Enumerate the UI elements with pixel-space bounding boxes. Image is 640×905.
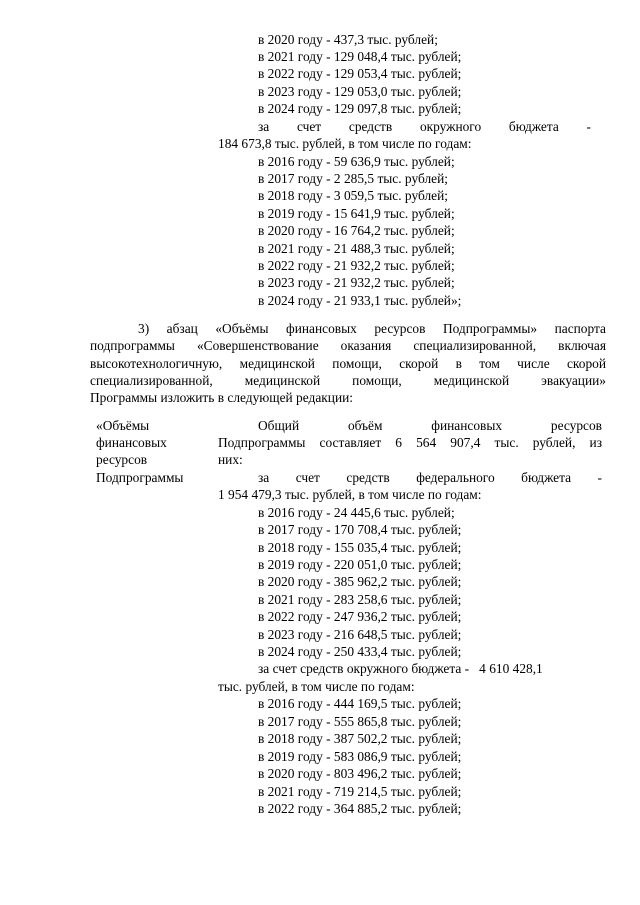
table-federal-year-line: в 2018 году - 155 035,4 тыс. рублей; [258,540,462,555]
federal-year-line: в 2023 году - 129 053,0 тыс. рублей; [258,84,462,99]
table-federal-year-line: в 2016 году - 24 445,6 тыс. рублей; [258,505,455,520]
table-federal-year-line: в 2022 году - 247 936,2 тыс. рублей; [258,609,462,624]
district-year-line: в 2016 году - 59 636,9 тыс. рублей; [258,154,455,169]
table-label-line: ресурсов [96,452,148,467]
table-district-year-line: в 2021 году - 719 214,5 тыс. рублей; [258,784,462,799]
paragraph-3-line: подпрограммы «Совершенствование оказания специализированной, включая [90,338,606,353]
table-district-year-line: в 2020 году - 803 496,2 тыс. рублей; [258,766,462,781]
table-district-year-line: в 2017 году - 555 865,8 тыс. рублей; [258,714,462,729]
district-year-line: в 2019 году - 15 641,9 тыс. рублей; [258,206,455,221]
district-year-line: в 2018 году - 3 059,5 тыс. рублей; [258,188,448,203]
table-label-line: «Объёмы [96,418,150,433]
federal-year-line: в 2021 году - 129 048,4 тыс. рублей; [258,49,462,64]
table-district-intro-cont: тыс. рублей, в том числе по годам: [218,679,415,694]
table-district-year-line: в 2018 году - 387 502,2 тыс. рублей; [258,731,462,746]
table-total-line: Подпрограммы составляет 6 564 907,4 тыс. рублей, из [218,435,602,450]
paragraph-3-line: 3) абзац «Объёмы финансовых ресурсов Подпрограммы» паспорта [138,321,606,336]
table-federal-year-line: в 2017 году - 170 708,4 тыс. рублей; [258,522,462,537]
table-label-line: финансовых [96,435,167,450]
table-federal-intro-cont: 1 954 479,3 тыс. рублей, в том числе по годам: [218,487,482,502]
district-year-line: в 2022 году - 21 932,2 тыс. рублей; [258,258,455,273]
paragraph-3-line: специализированной, медицинской помощи, медицинской эвакуации» [90,373,606,388]
district-year-line: в 2023 году - 21 932,2 тыс. рублей; [258,275,455,290]
district-year-line: в 2020 году - 16 764,2 тыс. рублей; [258,223,455,238]
district-year-line: в 2021 году - 21 488,3 тыс. рублей; [258,241,455,256]
table-district-year-line: в 2019 году - 583 086,9 тыс. рублей; [258,749,462,764]
district-year-line: в 2017 году - 2 285,5 тыс. рублей; [258,171,448,186]
district-intro: за счет средств окружного бюджета - [258,119,591,134]
federal-year-line: в 2022 году - 129 053,4 тыс. рублей; [258,66,462,81]
federal-year-line: в 2024 году - 129 097,8 тыс. рублей; [258,101,462,116]
table-federal-year-line: в 2019 году - 220 051,0 тыс. рублей; [258,557,462,572]
table-federal-year-line: в 2020 году - 385 962,2 тыс. рублей; [258,574,462,589]
paragraph-3-line: высокотехнологичную, медицинской помощи, скорой в том числе скорой [90,356,606,371]
table-total-line: Общий объём финансовых ресурсов [258,418,602,433]
paragraph-3-line: Программы изложить в следующей редакции: [90,390,353,405]
table-federal-year-line: в 2021 году - 283 258,6 тыс. рублей; [258,592,462,607]
table-district-year-line: в 2016 году - 444 169,5 тыс. рублей; [258,696,462,711]
table-label-line: Подпрограммы [96,470,184,485]
table-federal-year-line: в 2024 году - 250 433,4 тыс. рублей; [258,644,462,659]
table-total-line: них: [218,452,243,467]
table-district-intro: за счет средств окружного бюджета - 4 610 428,1 [258,661,543,676]
district-year-line: в 2024 году - 21 933,1 тыс. рублей»; [258,293,462,308]
district-intro-cont: 184 673,8 тыс. рублей, в том числе по годам: [218,136,472,151]
table-federal-year-line: в 2023 году - 216 648,5 тыс. рублей; [258,627,462,642]
federal-year-line: в 2020 году - 437,3 тыс. рублей; [258,32,438,47]
table-federal-intro: за счет средств федерального бюджета - [258,470,602,485]
table-district-year-line: в 2022 году - 364 885,2 тыс. рублей; [258,801,462,816]
